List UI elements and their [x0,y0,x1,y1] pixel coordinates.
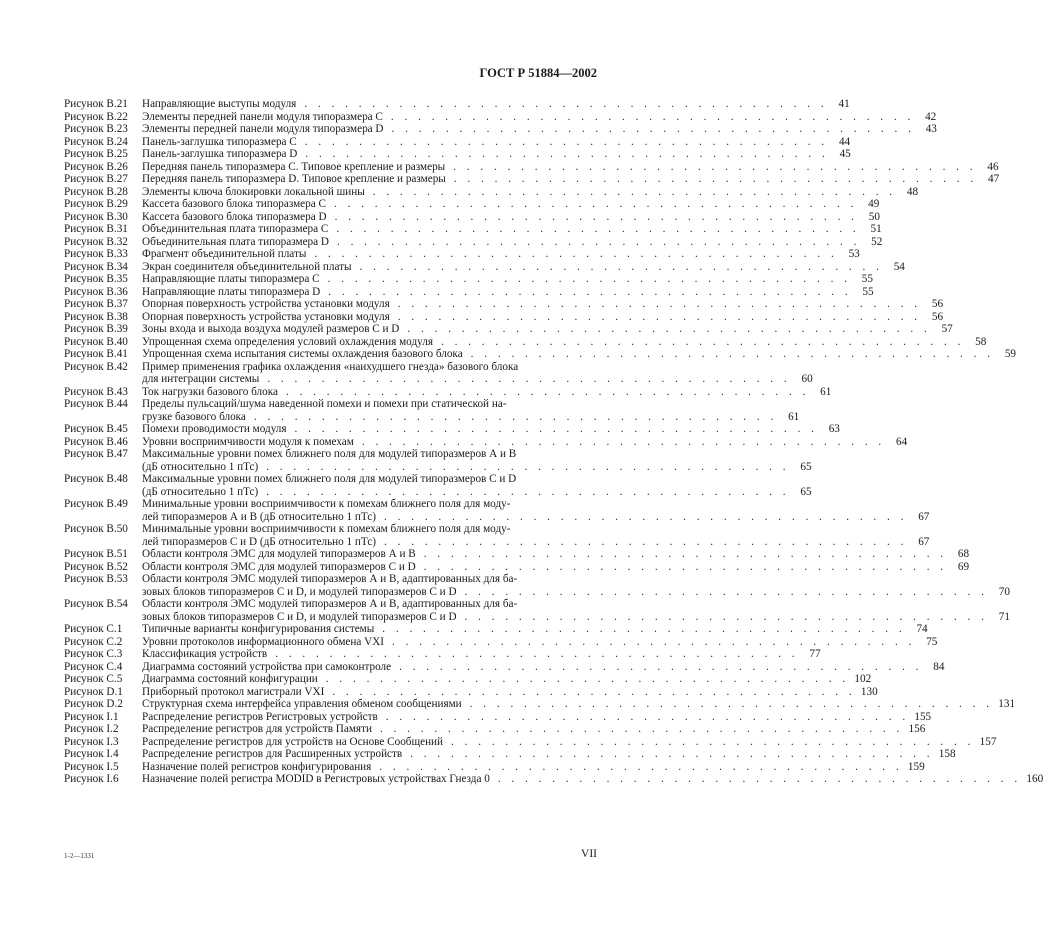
figure-title: Области контроля ЭМС для модулей типоразмеров С и D [142,560,416,573]
leader-dots: . . . . . . . . . . . . . . . . . . . . . . . . . . . . . . . . . . . . . . . [453,173,978,185]
figure-title: Направляющие платы типоразмера С [142,273,320,285]
figure-title: Элементы передней панели модуля типоразмера С [142,110,383,123]
toc-entry [64,498,930,523]
figure-label: Рисунок I.5 [64,760,119,773]
leader-dots: . . . . . . . . . . . . . . . . . . . . . . . . . . . . . . . . . . . . . . . [285,385,810,398]
figure-label: Рисунок В.33 [64,248,128,260]
figure-page: 49 [868,198,880,210]
figure-label: Рисунок В.51 [64,548,128,560]
figure-title: Ток нагрузки базового блока [142,385,278,398]
figure-label: Рисунок I.2 [64,723,119,735]
figure-label: Рисунок D.2 [64,698,123,710]
figure-label: Рисунок В.48 [64,473,128,485]
leader-dots: . . . . . . . . . . . . . . . . . . . . . . . . . . . . . . . . . . . . . . . [464,585,988,598]
figure-page: 69 [957,560,970,573]
leader-dots: . . . . . . . . . . . . . . . . . . . . . . . . . . . . . . . . . . . . . . . [497,773,1022,785]
figure-title: Уровни восприимчивости модуля к помехам [142,435,354,448]
figure-label: Рисунок В.45 [64,423,128,435]
toc-entry [64,198,880,211]
figure-title: (дБ относительно 1 пТс) [142,460,259,473]
toc-entry [64,723,926,736]
figure-label: Рисунок В.25 [64,148,128,160]
leader-dots: . . . . . . . . . . . . . . . . . . . . . . . . . . . . . . . . . . . . . . . [391,123,915,135]
figure-page: 50 [868,210,880,223]
leader-dots: . . . . . . . . . . . . . . . . . . . . . . . . . . . . . . . . . . . . . . . [372,185,897,198]
figure-page: 131 [998,698,1016,710]
leader-dots: . . . . . . . . . . . . . . . . . . . . . . . . . . . . . . . . . . . . . . . [407,323,931,335]
figure-title: Направляющие выступы модуля [142,98,297,110]
figure-title: Опорная поверхность устройства установки модуля [142,298,390,310]
figure-page: 70 [998,585,1010,598]
figure-page: 159 [907,760,925,773]
toc-entry [64,435,908,449]
figure-title: Элементы ключа блокировки локальной шины [142,185,365,198]
figure-page: 102 [854,673,872,685]
figure-label: Рисунок В.49 [64,498,128,510]
leader-dots: . . . . . . . . . . . . . . . . . . . . . . . . . . . . . . . . . . . . . . . [332,685,856,698]
figure-label: Рисунок С.3 [64,648,123,660]
figure-label: Рисунок В.37 [64,298,128,310]
figure-page: 52 [871,235,883,248]
figure-page: 64 [896,435,908,448]
figure-page: 130 [860,685,878,698]
leader-dots: . . . . . . . . . . . . . . . . . . . . . . . . . . . . . . . . . . . . . . . [423,560,948,573]
toc-entry [64,748,956,761]
figure-title: зовых блоков типоразмеров С и D, и модулей типоразмеров С и D [142,585,457,598]
toc-entry [64,135,851,149]
leader-dots: . . . . . . . . . . . . . . . . . . . . . . . . . . . . . . . . . . . . . . . [253,410,778,423]
figure-page: 60 [801,373,813,385]
toc-entry [64,398,800,423]
toc-entry [64,473,812,498]
leader-dots: . . . . . . . . . . . . . . . . . . . . . . . . . . . . . . . . . . . . . . . [325,673,850,685]
toc-entry [64,523,930,548]
leader-dots: . . . . . . . . . . . . . . . . . . . . . . . . . . . . . . . . . . . . . . . [304,98,828,110]
toc-entry [64,235,883,249]
leader-dots: . . . . . . . . . . . . . . . . . . . . . . . . . . . . . . . . . . . . . . . [314,248,838,260]
leader-dots: . . . . . . . . . . . . . . . . . . . . . . . . . . . . . . . . . . . . . . . [440,335,965,348]
figure-page: 77 [809,648,821,660]
leader-dots: . . . . . . . . . . . . . . . . . . . . . . . . . . . . . . . . . . . . . . . [451,735,975,748]
figure-title: Помехи проводимости модуля [142,423,287,435]
figure-title: Панель-заглушка типоразмера D [142,148,298,160]
figure-page: 61 [820,385,832,398]
toc-entry [64,123,937,136]
toc-entry [64,160,999,174]
figure-page: 84 [933,660,945,673]
figure-title: (дБ относительно 1 пТс) [142,485,259,498]
toc-entry [64,548,970,561]
figure-page: 158 [938,748,956,760]
figure-label: Рисунок В.23 [64,123,128,135]
leader-dots: . . . . . . . . . . . . . . . . . . . . . . . . . . . . . . . . . . . . . . . [397,310,922,323]
leader-dots: . . . . . . . . . . . . . . . . . . . . . . . . . . . . . . . . . . . . . . . [334,210,858,223]
toc-entry [64,285,874,299]
leader-dots: . . . . . . . . . . . . . . . . . . . . . . . . . . . . . . . . . . . . . . . [336,223,860,235]
figure-title: Пример применения графика охлаждения «наихудшего гнезда» базового блока [142,360,519,373]
leader-dots: . . . . . . . . . . . . . . . . . . . . . . . . . . . . . . . . . . . . . . . [379,723,904,735]
toc-entry [64,110,937,124]
leader-dots: . . . . . . . . . . . . . . . . . . . . . . . . . . . . . . . . . . . . . . . [336,235,861,248]
figure-label: Рисунок I.3 [64,735,119,748]
toc-entry [64,660,945,674]
toc-entry [64,323,953,336]
figure-label: Рисунок В.50 [64,523,128,535]
figure-label: Рисунок I.4 [64,748,119,760]
leader-dots: . . . . . . . . . . . . . . . . . . . . . . . . . . . . . . . . . . . . . . . [328,285,852,298]
figure-page: 71 [998,610,1010,623]
figure-label: Рисунок В.32 [64,235,128,248]
figure-label: Рисунок В.34 [64,260,128,273]
toc-entry [64,685,878,699]
figure-title: Пределы пульсаций/шума наведенной помехи и помехи при статической на- [142,398,507,410]
figure-title: Кассета базового блока типоразмера D [142,210,327,223]
figure-page: 41 [838,98,850,110]
figure-label: Рисунок В.26 [64,160,128,173]
leader-dots: . . . . . . . . . . . . . . . . . . . . . . . . . . . . . . . . . . . . . . . [327,273,851,285]
figure-title: Распределение регистров для устройств Памяти [142,723,372,735]
figure-label: Рисунок В.53 [64,573,128,585]
figure-label: Рисунок В.47 [64,448,128,460]
figure-title: Объединительная плата типоразмера С [142,223,329,235]
toc-entry [64,735,997,749]
figure-page: 44 [838,135,851,148]
leader-dots: . . . . . . . . . . . . . . . . . . . . . . . . . . . . . . . . . . . . . . . [423,548,948,560]
figure-title: Распределение регистров для Расширенных устройств [142,748,403,760]
toc-entry [64,385,832,399]
toc-entry [64,335,987,349]
figure-page: 43 [925,123,937,135]
leader-dots: . . . . . . . . . . . . . . . . . . . . . . . . . . . . . . . . . . . . . . . [382,623,906,635]
figure-page: 42 [925,110,937,123]
figure-title: Экран соединителя объединительной платы [142,260,352,273]
leader-dots: . . . . . . . . . . . . . . . . . . . . . . . . . . . . . . . . . . . . . . . [305,148,829,160]
figure-label: Рисунок В.24 [64,135,128,148]
figure-page: 55 [862,285,874,298]
leader-dots: . . . . . . . . . . . . . . . . . . . . . . . . . . . . . . . . . . . . . . . [304,135,829,148]
figure-title: Зоны входа и выхода воздуха модулей размеров С и D [142,323,400,335]
figure-list [64,98,1043,786]
leader-dots: . . . . . . . . . . . . . . . . . . . . . . . . . . . . . . . . . . . . . . . [333,198,858,210]
leader-dots: . . . . . . . . . . . . . . . . . . . . . . . . . . . . . . . . . . . . . . . [410,748,934,760]
toc-entry [64,360,813,386]
figure-page: 160 [1026,773,1043,785]
leader-dots: . . . . . . . . . . . . . . . . . . . . . . . . . . . . . . . . . . . . . . . [399,660,923,673]
figure-page: 59 [1004,348,1017,360]
figure-page: 74 [916,623,928,635]
leader-dots: . . . . . . . . . . . . . . . . . . . . . . . . . . . . . . . . . . . . . . . [266,485,790,498]
figure-label: Рисунок В.31 [64,223,128,235]
toc-entry [64,148,851,161]
figure-title: Упрощенная схема испытания системы охлаждения базового блока [142,348,463,360]
toc-entry [64,210,880,224]
leader-dots: . . . . . . . . . . . . . . . . . . . . . . . . . . . . . . . . . . . . . . . [294,423,818,435]
figure-label: Рисунок В.29 [64,198,128,210]
leader-dots: . . . . . . . . . . . . . . . . . . . . . . . . . . . . . . . . . . . . . . . [390,110,915,123]
figure-title: Типичные варианты конфигурирования системы [142,623,375,635]
leader-dots: . . . . . . . . . . . . . . . . . . . . . . . . . . . . . . . . . . . . . . . [379,760,903,773]
figure-label: Рисунок В.42 [64,360,128,373]
toc-entry [64,348,1017,361]
leader-dots: . . . . . . . . . . . . . . . . . . . . . . . . . . . . . . . . . . . . . . . [359,260,883,273]
figure-label: Рисунок В.38 [64,310,128,323]
toc-entry [64,760,925,774]
figure-title: Минимальные уровни восприимчивости к помехам ближнего поля для моду- [142,498,511,510]
figure-label: Рисунок В.41 [64,348,128,360]
figure-title: Объединительная плата типоразмера D [142,235,329,248]
figure-title: Назначение полей регистров конфигурирования [142,760,372,773]
toc-entry [64,623,928,636]
figure-label: Рисунок В.46 [64,435,128,448]
figure-title: для интеграции системы [142,373,260,385]
figure-title: Кассета базового блока типоразмера С [142,198,326,210]
figure-label: Рисунок В.28 [64,185,128,198]
figure-title: лей типоразмеров А и В (дБ относительно 1 пТс) [142,510,377,523]
toc-entry [64,98,850,111]
figure-label: Рисунок В.40 [64,335,128,348]
figure-title: Максимальные уровни помех ближнего поля для модулей типоразмеров А и В [142,448,517,460]
figure-label: Рисунок В.35 [64,273,128,285]
figure-title: Передняя панель типоразмера С. Типовое крепление и размеры [142,160,446,173]
figure-page: 75 [926,635,938,648]
figure-title: Приборный протокол магистрали VXI [142,685,325,698]
figure-title: Диаграмма состояний конфигурации [142,673,318,685]
figure-title: лей типоразмеров С и D (дБ относительно 1 пТс) [142,535,377,548]
figure-page: 47 [987,173,1000,185]
toc-entry [64,698,1016,711]
figure-title: Диаграмма состояний устройства при самоконтроле [142,660,392,673]
leader-dots: . . . . . . . . . . . . . . . . . . . . . . . . . . . . . . . . . . . . . . . [275,648,799,660]
figure-title: Панель-заглушка типоразмера С [142,135,297,148]
page-number: VII [581,848,597,860]
figure-page: 156 [908,723,926,735]
figure-title: Области контроля ЭМС модулей типоразмеров А и В, адаптированных для ба- [142,598,518,610]
toc-entry [64,773,1043,786]
figure-label: Рисунок В.39 [64,323,128,335]
figure-title: Назначение полей регистра MODID в Регистровых устройствах Гнезда 0 [142,773,490,785]
figure-title: Уровни протоколов информационного обмена VXI [142,635,385,648]
figure-page: 68 [957,548,970,560]
figure-page: 46 [987,160,999,173]
figure-title: Распределение регистров Регистровых устройств [142,710,378,723]
figure-title: Передняя панель типоразмера D. Типовое крепление и размеры [142,173,446,185]
figure-title: Фрагмент объединительной платы [142,248,307,260]
figure-page: 155 [914,710,932,723]
toc-entry [64,273,873,286]
leader-dots: . . . . . . . . . . . . . . . . . . . . . . . . . . . . . . . . . . . . . . . [267,373,791,385]
leader-dots: . . . . . . . . . . . . . . . . . . . . . . . . . . . . . . . . . . . . . . . [266,460,790,473]
figure-page: 56 [931,298,944,310]
figure-page: 65 [800,460,812,473]
figure-label: Рисунок В.27 [64,173,128,185]
figure-label: Рисунок С.5 [64,673,123,685]
figure-page: 61 [788,410,800,423]
leader-dots: . . . . . . . . . . . . . . . . . . . . . . . . . . . . . . . . . . . . . . . [361,435,886,448]
toc-entry [64,423,840,436]
figure-title: Структурная схема интерфейса управления обменом сообщениями [142,698,462,710]
figure-page: 67 [918,510,930,523]
figure-label: Рисунок С.2 [64,635,123,648]
figure-title: Максимальные уровни помех ближнего поля для модулей типоразмеров С и D [142,473,517,485]
toc-entry [64,448,812,473]
figure-label: Рисунок D.1 [64,685,123,698]
figure-page: 67 [918,535,930,548]
toc-entry [64,573,1010,598]
figure-page: 53 [848,248,860,260]
toc-entry [64,173,1000,186]
figure-label: Рисунок В.22 [64,110,128,123]
toc-entry [64,648,821,661]
figure-label: Рисунок I.6 [64,773,119,785]
figure-label: Рисунок В.30 [64,210,128,223]
figure-title: Области контроля ЭМС для модулей типоразмеров А и В [142,548,416,560]
figure-title: грузке базового блока [142,410,246,423]
figure-page: 54 [893,260,905,273]
leader-dots: . . . . . . . . . . . . . . . . . . . . . . . . . . . . . . . . . . . . . . . [384,535,908,548]
leader-dots: . . . . . . . . . . . . . . . . . . . . . . . . . . . . . . . . . . . . . . . [464,610,988,623]
leader-dots: . . . . . . . . . . . . . . . . . . . . . . . . . . . . . . . . . . . . . . . [470,348,995,360]
figure-label: Рисунок В.54 [64,598,128,610]
toc-entry [64,260,905,274]
figure-label: Рисунок В.44 [64,398,128,410]
print-mark: 1-2—1331 [64,852,95,860]
figure-page: 58 [975,335,987,348]
toc-entry [64,248,860,261]
figure-label: Рисунок В.21 [64,98,128,110]
document-code: ГОСТ Р 51884—2002 [479,66,597,80]
figure-page: 48 [906,185,919,198]
figure-title: Опорная поверхность устройства установки модуля [142,310,390,323]
figure-title: Упрощенная схема определения условий охлаждения модуля [142,335,433,348]
figure-page: 55 [861,273,873,285]
toc-entry [64,710,932,724]
figure-title: Элементы передней панели модуля типоразмера D [142,123,384,135]
toc-entry [64,223,882,236]
leader-dots: . . . . . . . . . . . . . . . . . . . . . . . . . . . . . . . . . . . . . . . [392,635,916,648]
figure-page: 57 [941,323,953,335]
figure-label: Рисунок С.1 [64,623,123,635]
figure-label: Рисунок В.36 [64,285,128,298]
toc-entry [64,298,944,311]
figure-label: Рисунок I.1 [64,710,119,723]
figure-title: Минимальные уровни восприимчивости к помехам ближнего поля для моду- [142,523,511,535]
figure-page: 157 [979,735,997,748]
toc-entry [64,598,1010,623]
toc-entry [64,635,938,649]
leader-dots: . . . . . . . . . . . . . . . . . . . . . . . . . . . . . . . . . . . . . . . [385,710,910,723]
toc-entry [64,560,970,574]
leader-dots: . . . . . . . . . . . . . . . . . . . . . . . . . . . . . . . . . . . . . . . [453,160,977,173]
figure-page: 56 [931,310,944,323]
figure-page: 45 [839,148,851,160]
figure-title: Распределение регистров для устройств на Основе Сообщений [142,735,444,748]
toc-entry [64,310,944,324]
toc-entry [64,673,872,686]
figure-title: Направляющие платы типоразмера D [142,285,321,298]
leader-dots: . . . . . . . . . . . . . . . . . . . . . . . . . . . . . . . . . . . . . . . [384,510,908,523]
leader-dots: . . . . . . . . . . . . . . . . . . . . . . . . . . . . . . . . . . . . . . . [397,298,922,310]
figure-label: Рисунок В.52 [64,560,128,573]
figure-label: Рисунок В.43 [64,385,128,398]
figure-page: 63 [828,423,840,435]
toc-entry [64,185,919,199]
figure-page: 65 [800,485,812,498]
figure-title: зовых блоков типоразмеров С и D, и модулей типоразмеров С и D [142,610,457,623]
figure-label: Рисунок С.4 [64,660,123,673]
figure-title: Классификация устройств [142,648,268,660]
leader-dots: . . . . . . . . . . . . . . . . . . . . . . . . . . . . . . . . . . . . . . . [469,698,994,710]
figure-title: Области контроля ЭМС модулей типоразмеров А и В, адаптированных для ба- [142,573,518,585]
figure-page: 51 [870,223,882,235]
